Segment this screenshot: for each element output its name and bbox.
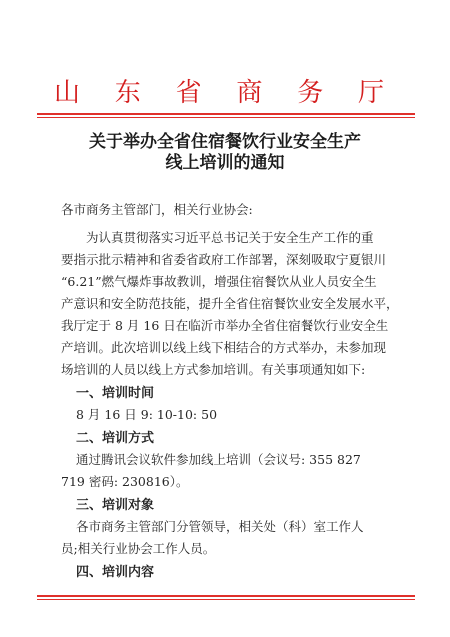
training-audience-line-2: 员;相关行业协会工作人员。 [61, 541, 216, 556]
section-heading-1: 一、培训时间 [76, 386, 155, 401]
header-char-1: 山 [54, 78, 81, 108]
issuer-header [54, 72, 384, 109]
header-char-3: 省 [175, 78, 202, 108]
body-line-3: “6.21”燃气爆炸事故教训，增强住宿餐饮从业人员安全生 [61, 274, 377, 289]
footer-divider-thick [37, 595, 415, 597]
header-char-4: 商 [236, 78, 263, 108]
body-line-4: 产意识和安全防范技能，提升全省住宿餐饮业安全发展水平， [61, 296, 399, 311]
training-time: 8 月 16 日 9: 10-10: 50 [76, 407, 218, 422]
document-title-line-2: 线上培训的通知 [165, 153, 285, 173]
body-line-6: 产培训。此次培训以线上线下相结合的方式举办，未参加现 [61, 340, 387, 355]
section-heading-3: 三、培训对象 [76, 498, 155, 513]
header-divider-thin [37, 117, 415, 118]
training-audience-line-1: 各市商务主管部门分管领导，相关处（科）室工作人 [76, 519, 364, 534]
header-char-5: 务 [297, 78, 324, 108]
body-line-5: 我厅定于 8 月 16 日在临沂市举办全省住宿餐饮行业安全生 [61, 318, 389, 333]
training-method-line-1: 通过腾讯会议软件参加线上培训（会议号: 355 827 [76, 452, 361, 467]
section-heading-4: 四、培训内容 [76, 565, 155, 580]
header-char-2: 东 [114, 78, 141, 108]
document-title-line-1: 关于举办全省住宿餐饮行业安全生产 [89, 132, 361, 152]
footer-divider-thin [37, 599, 415, 600]
salutation: 各市商务主管部门，相关行业协会: [61, 202, 253, 217]
body-line-7: 场培训的人员以线上方式参加培训。有关事项通知如下: [61, 362, 366, 377]
section-heading-2: 二、培训方式 [76, 431, 155, 446]
body-line-2: 要指示批示精神和省委省政府工作部署，深刻吸取宁夏银川 [61, 252, 387, 267]
training-method-line-2: 719 密码: 230816）。 [61, 474, 189, 489]
header-divider-thick [37, 113, 415, 115]
body-line-1: 为认真贯彻落实习近平总书记关于安全生产工作的重 [86, 230, 374, 245]
header-char-6: 厅 [357, 78, 384, 108]
